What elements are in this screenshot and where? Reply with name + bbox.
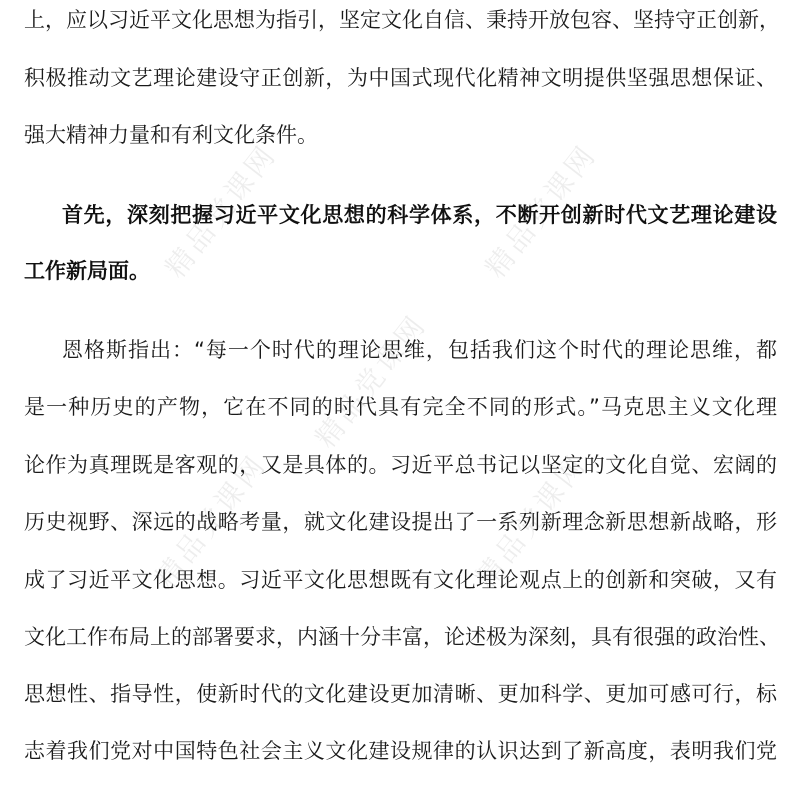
watermark: 精品党课网: [158, 137, 284, 285]
text-line: 是一种历史的产物，它在不同的时代具有完全不同的形式。”马克思主义文化理: [24, 395, 777, 419]
watermark: 精品党课网: [148, 447, 274, 595]
text-line: 恩格斯指出：“每一个时代的理论思维，包括我们这个时代的理论思维，都: [62, 338, 777, 362]
text-line: 成了习近平文化思想。习近平文化思想既有文化理论观点上的创新和突破，又有: [24, 568, 777, 592]
text-line: 思想性、指导性，使新时代的文化建设更加清晰、更加科学、更加可感可行，标: [24, 682, 777, 706]
watermark: 精品党课网: [478, 137, 604, 285]
text-line: 历史视野、深远的战略考量，就文化建设提出了一系列新理念新思想新战略，形: [24, 510, 777, 534]
heading-line: 工作新局面。: [24, 259, 150, 283]
text-line: 论作为真理既是客观的，又是具体的。习近平总书记以坚定的文化自觉、宏阔的: [24, 453, 777, 477]
text-line: 积极推动文艺理论建设守正创新，为中国式现代化精神文明提供坚强思想保证、: [24, 66, 777, 90]
watermark: 精品党课网: [468, 447, 594, 595]
text-line: 志着我们党对中国特色社会主义文化建设规律的认识达到了新高度，表明我们党: [24, 739, 777, 763]
text-line: 强大精神力量和有利文化条件。: [24, 123, 318, 147]
heading-line: 首先，深刻把握习近平文化思想的科学体系，不断开创新时代文艺理论建设: [62, 203, 777, 227]
watermark: 精品党课网: [308, 307, 434, 455]
text-line: 上，应以习近平文化思想为指引，坚定文化自信、秉持开放包容、坚持守正创新，: [24, 8, 780, 32]
text-line: 文化工作布局上的部署要求，内涵十分丰富，论述极为深刻，具有很强的政治性、: [24, 625, 780, 649]
